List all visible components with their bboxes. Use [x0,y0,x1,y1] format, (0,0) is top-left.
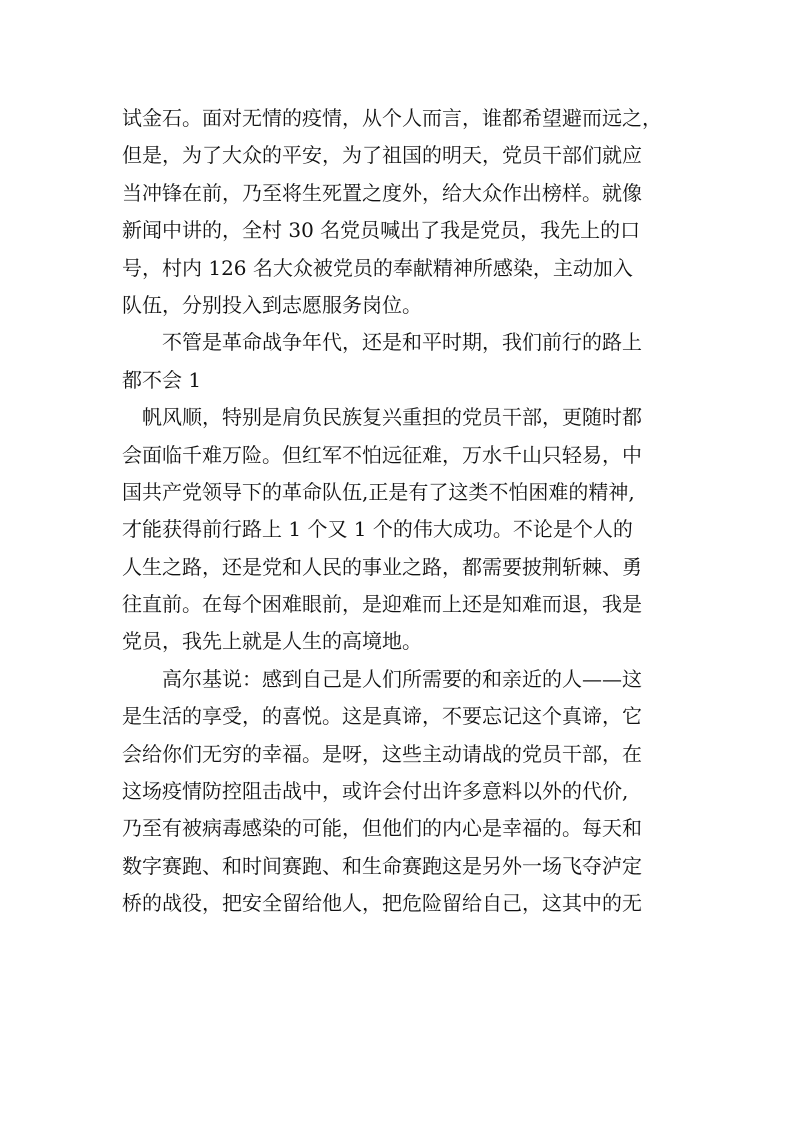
text-line: 会面临千难万险。但红军不怕远征难，万水千山只轻易，中 [122,442,642,467]
paragraph-start-line: 高尔基说：感到自己是人们所需要的和亲近的人——这 [162,666,642,691]
text-line: 会给你们无穷的幸福。是呀，这些主动请战的党员干部，在 [122,741,642,766]
text-line: 帆风顺，特别是肩负民族复兴重担的党员干部，更随时都 [142,405,642,430]
text-line: 人生之路，还是党和人民的事业之路，都需要披荆斩棘、勇 [122,554,642,579]
text-line: 党员，我先上就是人生的高境地。 [122,629,422,654]
text-line: 桥的战役，把安全留给他人，把危险留给自己，这其中的无 [122,891,642,916]
text-line: 队伍，分别投入到志愿服务岗位。 [122,292,422,317]
text-line: 当冲锋在前，乃至将生死置之度外，给大众作出榜样。就像 [122,180,642,205]
text-line: 是生活的享受，的喜悦。这是真谛，不要忘记这个真谛，它 [122,704,642,729]
text-line: 号，村内 126 名大众被党员的奉献精神所感染，主动加入 [122,255,633,280]
text-line: 乃至有被病毒感染的可能，但他们的内心是幸福的。每天和 [122,816,642,841]
text-line: 但是，为了大众的平安，为了祖国的明天，党员干部们就应 [122,143,642,168]
text-line: 都不会 1 [122,367,202,392]
text-line: 新闻中讲的，全村 30 名党员喊出了我是党员，我先上的口 [122,218,641,243]
text-line: 往直前。在每个困难眼前，是迎难而上还是知难而退，我是 [122,592,642,617]
text-line: 数字赛跑、和时间赛跑、和生命赛跑这是另外一场飞夺泸定 [122,853,642,878]
paragraph-start-line: 不管是革命战争年代，还是和平时期，我们前行的路上 [162,330,642,355]
text-line: 国共产党领导下的革命队伍,正是有了这类不怕困难的精神, [122,479,635,504]
text-line: 试金石。面对无情的疫情，从个人而言，谁都希望避而远之， [122,106,662,130]
body-text [122,100,682,923]
text-line: 这场疫情防控阻击战中，或许会付出许多意料以外的代价, [122,779,629,804]
text-line: 才能获得前行路上 1 个又 1 个的伟大成功。不论是个人的 [122,517,633,542]
